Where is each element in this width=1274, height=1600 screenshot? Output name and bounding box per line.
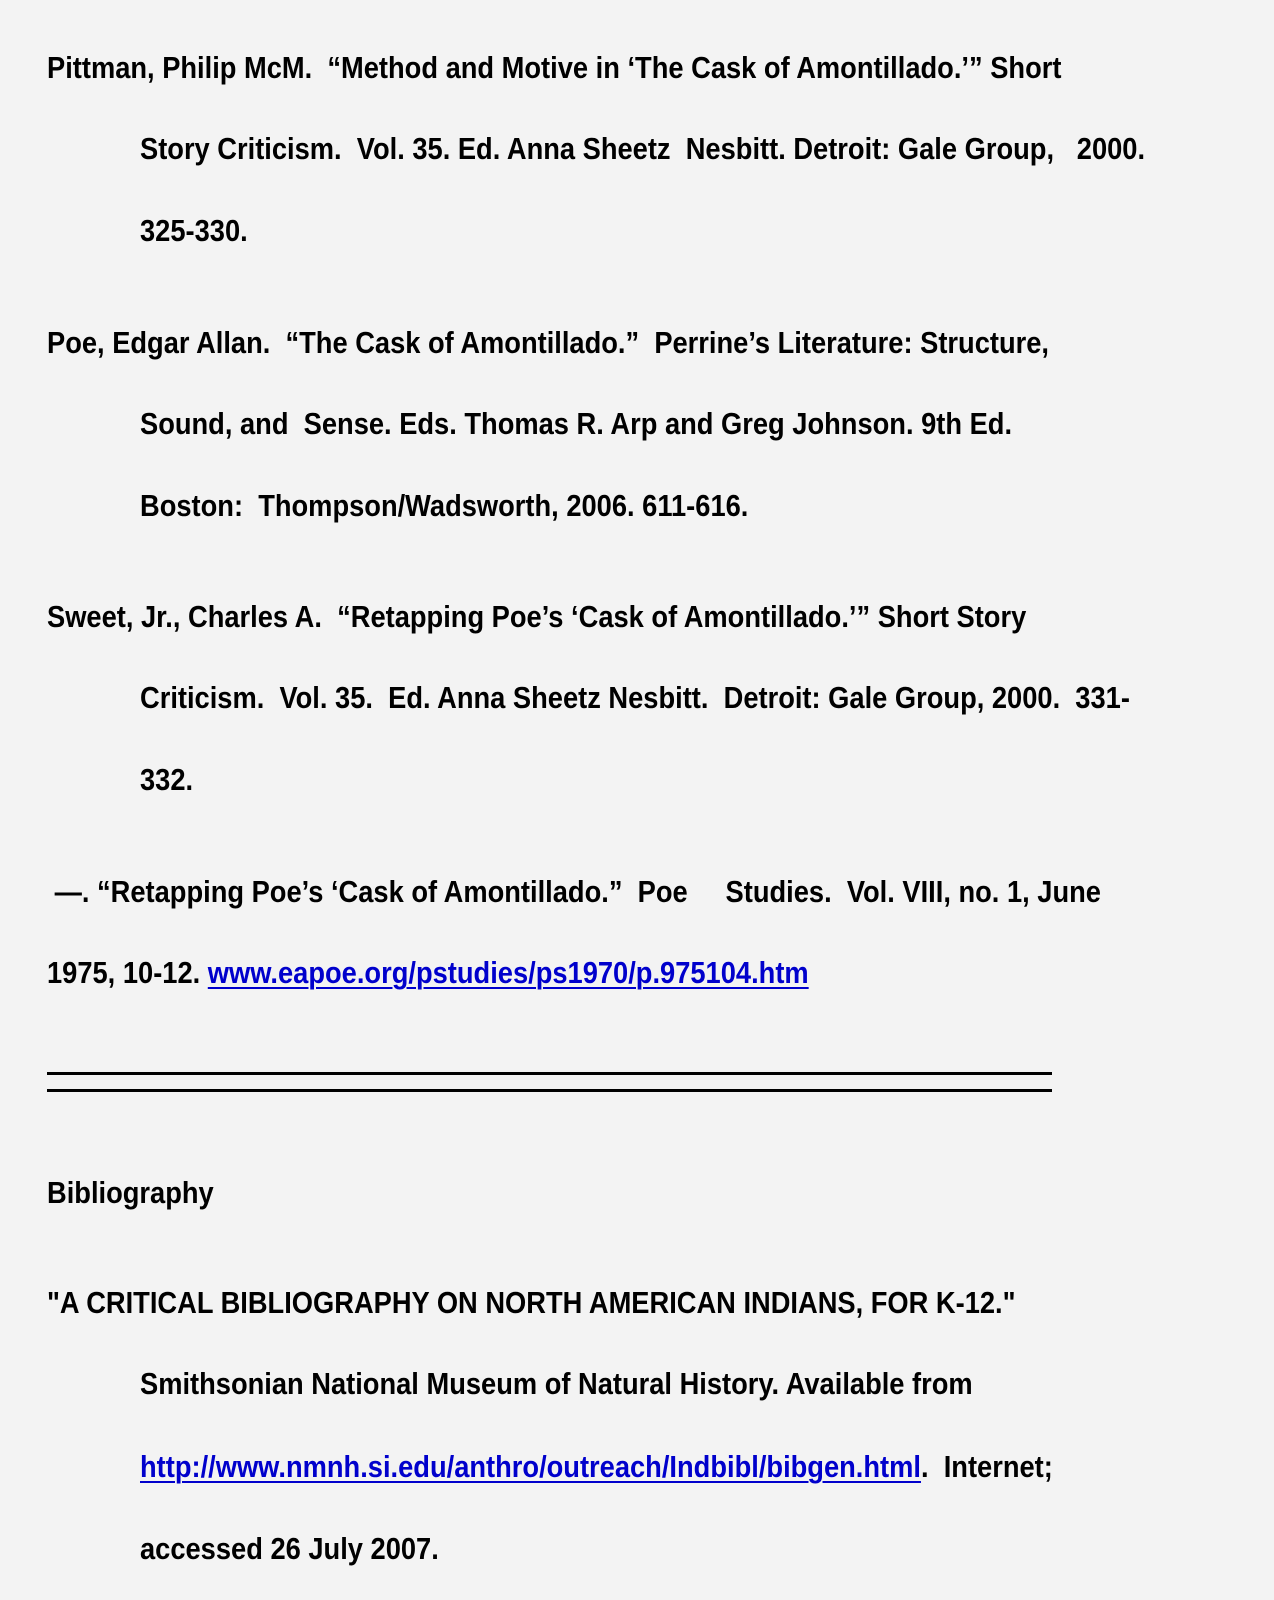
sweet-entry-line3: 332.	[140, 762, 194, 797]
bibliography-entry-line4: accessed 26 July 2007.	[140, 1531, 439, 1566]
bibliography-entry-line1: "A CRITICAL BIBLIOGRAPHY ON NORTH AMERICAN INDIANS, FOR K-12."	[47, 1285, 1016, 1320]
pittman-entry-line3: 325-330.	[140, 213, 248, 248]
pittman-entry-line1: Pittman, Philip McM. “Method and Motive in ‘The Cask of Amontillado.’” Short	[47, 50, 1062, 85]
poe-entry-line3: Boston: Thompson/Wadsworth, 2006. 611-616.	[140, 488, 749, 523]
bibliography-entry-line3-suffix: . Internet;	[920, 1449, 1053, 1484]
section-divider	[47, 1072, 1052, 1092]
sweet-second-entry-prefix: 1975, 10-12.	[47, 955, 208, 990]
bibliography-heading: Bibliography	[47, 1175, 214, 1210]
poe-entry-line1: Poe, Edgar Allan. “The Cask of Amontillado.” Perrine’s Literature: Structure,	[47, 325, 1049, 360]
sweet-second-entry-line2	[47, 955, 809, 991]
pittman-entry-line2: Story Criticism. Vol. 35. Ed. Anna Sheetz Nesbitt. Detroit: Gale Group, 2000.	[140, 131, 1146, 166]
sweet-second-entry-line1: —. “Retapping Poe’s ‘Cask of Amontillado.” Poe Studies. Vol. VIII, no. 1, June	[47, 874, 1101, 909]
sweet-entry-line1: Sweet, Jr., Charles A. “Retapping Poe’s ‘Cask of Amontillado.’” Short Story	[47, 599, 1027, 634]
sweet-entry-line2: Criticism. Vol. 35. Ed. Anna Sheetz Nesbitt. Detroit: Gale Group, 2000. 331-	[140, 680, 1130, 715]
bibliography-entry-line3	[140, 1449, 1053, 1485]
bibliography-entry-line2: Smithsonian National Museum of Natural History. Available from	[140, 1366, 973, 1401]
poe-entry-line2: Sound, and Sense. Eds. Thomas R. Arp and Greg Johnson. 9th Ed.	[140, 406, 1013, 441]
eapoe-link[interactable]: www.eapoe.org/pstudies/ps1970/p.975104.htm	[207, 955, 809, 990]
nmnh-link[interactable]: http://www.nmnh.si.edu/anthro/outreach/Indbibl/bibgen.html	[140, 1449, 921, 1484]
